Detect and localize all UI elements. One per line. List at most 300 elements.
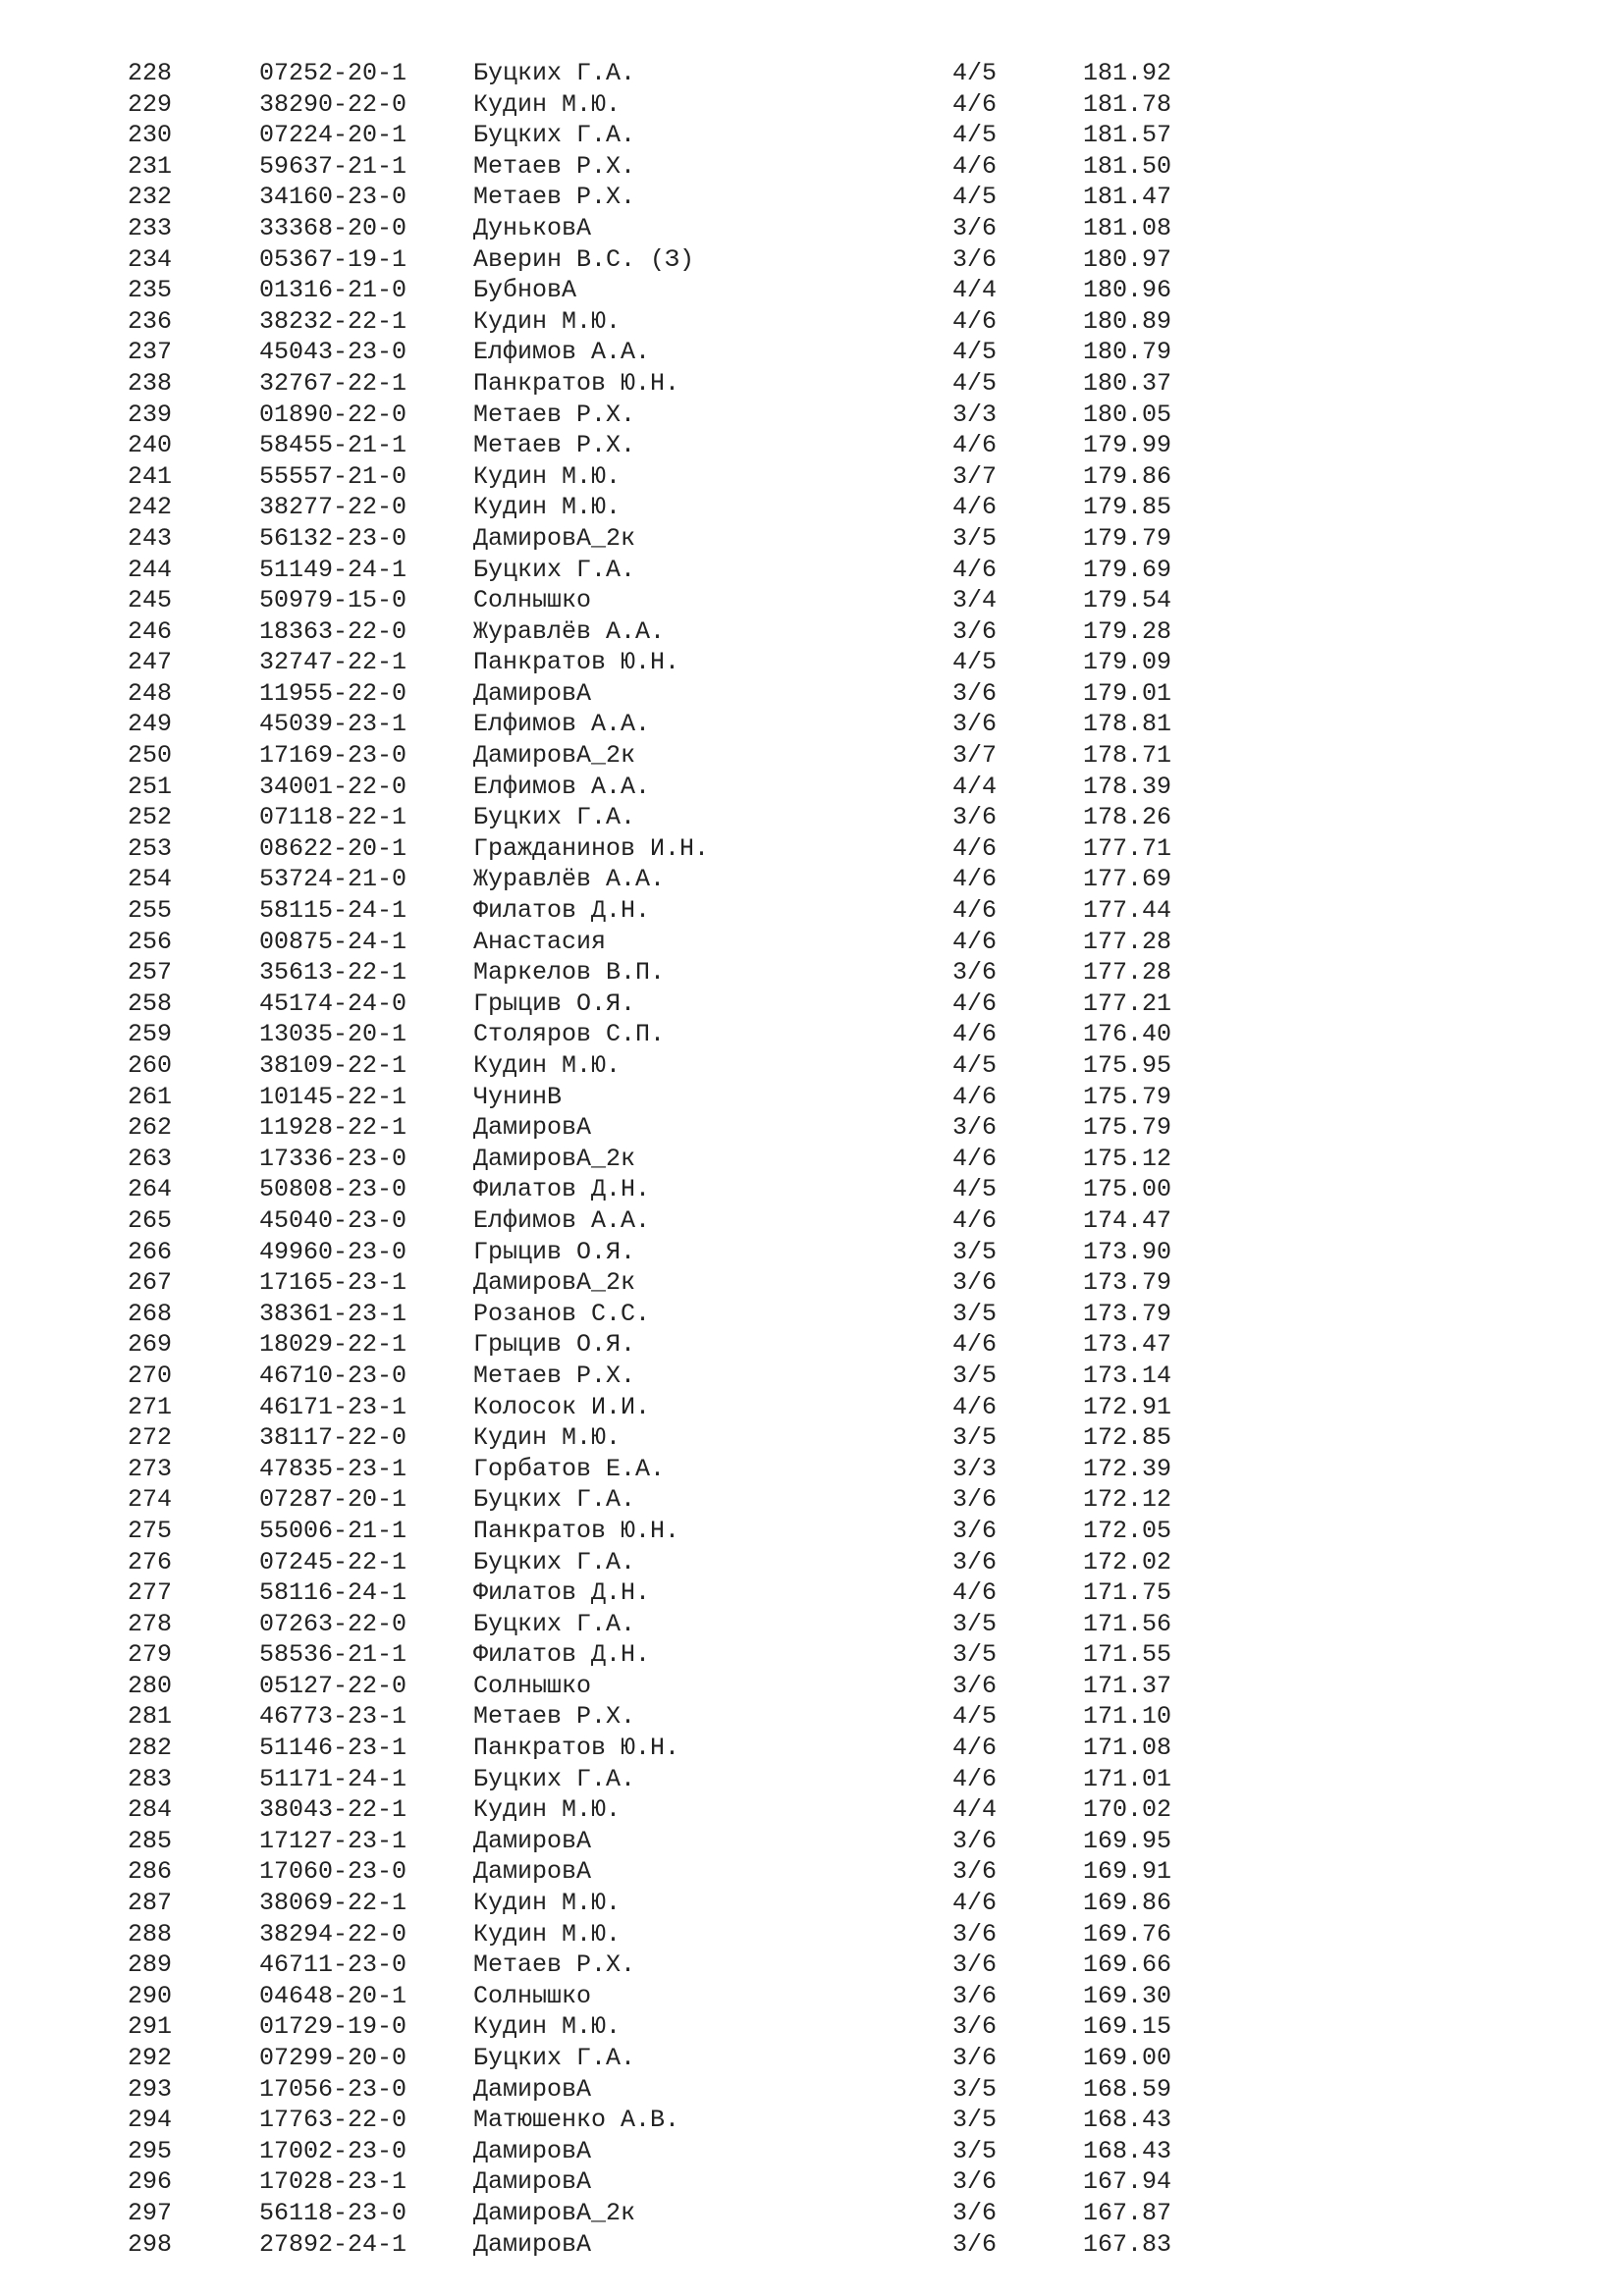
list-item xyxy=(0,1516,1624,1547)
name-cell: Филатов Д.Н. xyxy=(473,1640,651,1670)
ratio-cell: 3/6 xyxy=(952,616,998,646)
name-cell: Матюшенко А.В. xyxy=(473,2106,680,2135)
ratio-cell: 3/6 xyxy=(952,1671,998,1700)
rank-cell: 241 xyxy=(128,461,173,491)
rank-cell: 233 xyxy=(128,213,173,242)
ratio-cell: 4/6 xyxy=(952,1020,998,1049)
score-cell: 168.43 xyxy=(1083,2106,1172,2135)
code-cell: 58115-24-1 xyxy=(259,896,407,926)
rank-cell: 266 xyxy=(128,1237,173,1266)
list-item xyxy=(0,120,1624,151)
code-cell: 11955-22-0 xyxy=(259,678,407,708)
list-item xyxy=(0,1205,1624,1237)
rank-cell: 232 xyxy=(128,183,173,212)
code-cell: 35613-22-1 xyxy=(259,958,407,988)
name-cell: ДамировА xyxy=(473,678,592,708)
name-cell: Кудин М.Ю. xyxy=(473,1889,622,1918)
score-cell: 179.69 xyxy=(1083,555,1172,584)
ratio-cell: 4/6 xyxy=(952,151,998,181)
code-cell: 07252-20-1 xyxy=(259,59,407,87)
rank-cell: 272 xyxy=(128,1423,173,1453)
name-cell: Солнышко xyxy=(473,1671,592,1700)
rank-cell: 244 xyxy=(128,555,173,584)
list-item xyxy=(0,1392,1624,1423)
ratio-cell: 3/6 xyxy=(952,1919,998,1949)
score-cell: 181.92 xyxy=(1083,59,1172,87)
ratio-cell: 3/5 xyxy=(952,1609,998,1638)
list-item xyxy=(0,1267,1624,1299)
ratio-cell: 3/6 xyxy=(952,1826,998,1855)
name-cell: Буцких Г.А. xyxy=(473,1609,636,1638)
ratio-cell: 4/6 xyxy=(952,555,998,584)
rank-cell: 281 xyxy=(128,1702,173,1732)
code-cell: 17060-23-0 xyxy=(259,1857,407,1887)
code-cell: 00875-24-1 xyxy=(259,927,407,956)
score-cell: 175.79 xyxy=(1083,1082,1172,1111)
rank-cell: 277 xyxy=(128,1578,173,1608)
ratio-cell: 4/5 xyxy=(952,183,998,212)
code-cell: 53724-21-0 xyxy=(259,865,407,894)
ratio-cell: 3/6 xyxy=(952,1268,998,1298)
rank-cell: 247 xyxy=(128,648,173,677)
list-item xyxy=(0,461,1624,493)
rank-cell: 296 xyxy=(128,2167,173,2197)
score-cell: 177.28 xyxy=(1083,927,1172,956)
code-cell: 11928-22-1 xyxy=(259,1113,407,1143)
name-cell: ДамировА xyxy=(473,2074,592,2104)
rank-cell: 230 xyxy=(128,121,173,150)
list-item xyxy=(0,2198,1624,2229)
code-cell: 56118-23-0 xyxy=(259,2198,407,2227)
name-cell: Кудин М.Ю. xyxy=(473,493,622,522)
name-cell: Солнышко xyxy=(473,586,592,615)
ratio-cell: 3/7 xyxy=(952,461,998,491)
score-cell: 169.76 xyxy=(1083,1919,1172,1949)
code-cell: 51146-23-1 xyxy=(259,1734,407,1763)
list-item xyxy=(0,864,1624,895)
ratio-cell: 3/5 xyxy=(952,2106,998,2135)
ratio-cell: 3/5 xyxy=(952,1361,998,1390)
rank-cell: 292 xyxy=(128,2044,173,2072)
score-cell: 176.40 xyxy=(1083,1020,1172,1049)
score-cell: 181.47 xyxy=(1083,183,1172,212)
list-item xyxy=(0,1764,1624,1795)
ratio-cell: 3/4 xyxy=(952,586,998,615)
ratio-cell: 4/5 xyxy=(952,1175,998,1204)
name-cell: БубновА xyxy=(473,276,577,305)
ratio-cell: 3/3 xyxy=(952,400,998,429)
score-cell: 179.79 xyxy=(1083,523,1172,553)
code-cell: 49960-23-0 xyxy=(259,1237,407,1266)
name-cell: Буцких Г.А. xyxy=(473,1547,636,1576)
code-cell: 38294-22-0 xyxy=(259,1919,407,1949)
rank-cell: 288 xyxy=(128,1919,173,1949)
code-cell: 17169-23-0 xyxy=(259,741,407,771)
code-cell: 50808-23-0 xyxy=(259,1175,407,1204)
rank-cell: 257 xyxy=(128,958,173,988)
code-cell: 27892-24-1 xyxy=(259,2229,407,2259)
code-cell: 38232-22-1 xyxy=(259,306,407,336)
ratio-cell: 4/5 xyxy=(952,368,998,398)
score-cell: 171.37 xyxy=(1083,1671,1172,1700)
name-cell: ДамировА_2к xyxy=(473,1144,636,1173)
ratio-cell: 3/5 xyxy=(952,1423,998,1453)
code-cell: 46171-23-1 xyxy=(259,1392,407,1421)
score-cell: 177.71 xyxy=(1083,833,1172,863)
list-item xyxy=(0,833,1624,865)
list-item xyxy=(0,772,1624,803)
score-cell: 168.43 xyxy=(1083,2136,1172,2165)
code-cell: 47835-23-1 xyxy=(259,1454,407,1483)
score-cell: 179.28 xyxy=(1083,616,1172,646)
rank-cell: 294 xyxy=(128,2106,173,2135)
list-item xyxy=(0,306,1624,338)
rank-cell: 280 xyxy=(128,1671,173,1700)
list-item xyxy=(0,740,1624,772)
code-cell: 34001-22-0 xyxy=(259,772,407,801)
name-cell: Кудин М.Ю. xyxy=(473,1051,622,1080)
ratio-cell: 4/4 xyxy=(952,1795,998,1825)
rank-cell: 246 xyxy=(128,616,173,646)
score-cell: 180.97 xyxy=(1083,244,1172,274)
list-item xyxy=(0,1856,1624,1888)
rank-cell: 297 xyxy=(128,2198,173,2227)
score-cell: 171.10 xyxy=(1083,1702,1172,1732)
rank-cell: 269 xyxy=(128,1330,173,1360)
score-cell: 171.56 xyxy=(1083,1609,1172,1638)
rank-cell: 271 xyxy=(128,1392,173,1421)
score-cell: 175.95 xyxy=(1083,1051,1172,1080)
list-item xyxy=(0,2043,1624,2074)
name-cell: Буцких Г.А. xyxy=(473,555,636,584)
ratio-cell: 4/6 xyxy=(952,1764,998,1793)
score-cell: 172.85 xyxy=(1083,1423,1172,1453)
name-cell: Елфимов А.А. xyxy=(473,1205,651,1235)
code-cell: 46711-23-0 xyxy=(259,1950,407,1980)
rank-cell: 245 xyxy=(128,586,173,615)
rank-cell: 290 xyxy=(128,1981,173,2010)
rank-cell: 251 xyxy=(128,772,173,801)
rank-cell: 239 xyxy=(128,400,173,429)
ratio-cell: 3/5 xyxy=(952,1237,998,1266)
score-cell: 179.86 xyxy=(1083,461,1172,491)
list-item xyxy=(0,2229,1624,2261)
rank-cell: 261 xyxy=(128,1082,173,1111)
score-cell: 175.12 xyxy=(1083,1144,1172,1173)
ratio-cell: 3/6 xyxy=(952,213,998,242)
rank-cell: 289 xyxy=(128,1950,173,1980)
rank-cell: 249 xyxy=(128,710,173,739)
name-cell: Метаев Р.Х. xyxy=(473,400,636,429)
code-cell: 18029-22-1 xyxy=(259,1330,407,1360)
code-cell: 32767-22-1 xyxy=(259,368,407,398)
code-cell: 45040-23-0 xyxy=(259,1205,407,1235)
rank-cell: 284 xyxy=(128,1795,173,1825)
ratio-cell: 4/6 xyxy=(952,431,998,460)
name-cell: Филатов Д.Н. xyxy=(473,1578,651,1608)
rank-cell: 291 xyxy=(128,2012,173,2042)
name-cell: Кудин М.Ю. xyxy=(473,1919,622,1949)
list-item xyxy=(0,1361,1624,1392)
list-item xyxy=(0,957,1624,988)
name-cell: Анастасия xyxy=(473,927,607,956)
list-item xyxy=(0,2105,1624,2136)
name-cell: Журавлёв А.А. xyxy=(473,865,666,894)
score-cell: 172.12 xyxy=(1083,1485,1172,1515)
ratio-cell: 4/6 xyxy=(952,1082,998,1111)
rank-cell: 229 xyxy=(128,89,173,119)
score-cell: 167.83 xyxy=(1083,2229,1172,2259)
score-cell: 173.90 xyxy=(1083,1237,1172,1266)
score-cell: 181.50 xyxy=(1083,151,1172,181)
name-cell: ДамировА_2к xyxy=(473,523,636,553)
score-cell: 177.69 xyxy=(1083,865,1172,894)
name-cell: Столяров С.П. xyxy=(473,1020,666,1049)
name-cell: Буцких Г.А. xyxy=(473,1485,636,1515)
score-cell: 175.00 xyxy=(1083,1175,1172,1204)
rank-cell: 256 xyxy=(128,927,173,956)
rank-cell: 264 xyxy=(128,1175,173,1204)
name-cell: ДуньковА xyxy=(473,213,592,242)
list-item xyxy=(0,616,1624,648)
rank-cell: 242 xyxy=(128,493,173,522)
ratio-cell: 3/6 xyxy=(952,1516,998,1545)
rank-cell: 273 xyxy=(128,1454,173,1483)
code-cell: 56132-23-0 xyxy=(259,523,407,553)
list-item xyxy=(0,2166,1624,2198)
code-cell: 46710-23-0 xyxy=(259,1361,407,1390)
ratio-cell: 4/6 xyxy=(952,306,998,336)
list-item xyxy=(0,400,1624,431)
score-cell: 173.79 xyxy=(1083,1299,1172,1328)
name-cell: Буцких Г.А. xyxy=(473,2044,636,2072)
score-cell: 181.78 xyxy=(1083,89,1172,119)
list-item xyxy=(0,1422,1624,1454)
code-cell: 17763-22-0 xyxy=(259,2106,407,2135)
name-cell: Буцких Г.А. xyxy=(473,1764,636,1793)
ratio-cell: 4/6 xyxy=(952,89,998,119)
score-cell: 178.39 xyxy=(1083,772,1172,801)
score-cell: 169.15 xyxy=(1083,2012,1172,2042)
ratio-cell: 4/6 xyxy=(952,927,998,956)
name-cell: Метаев Р.Х. xyxy=(473,1361,636,1390)
name-cell: Елфимов А.А. xyxy=(473,710,651,739)
score-cell: 169.30 xyxy=(1083,1981,1172,2010)
name-cell: ЧунинВ xyxy=(473,1082,563,1111)
code-cell: 38117-22-0 xyxy=(259,1423,407,1453)
list-item xyxy=(0,585,1624,616)
list-item xyxy=(0,1237,1624,1268)
code-cell: 55557-21-0 xyxy=(259,461,407,491)
score-cell: 179.54 xyxy=(1083,586,1172,615)
ratio-cell: 3/5 xyxy=(952,2136,998,2165)
list-item xyxy=(0,678,1624,710)
rank-cell: 274 xyxy=(128,1485,173,1515)
code-cell: 01316-21-0 xyxy=(259,276,407,305)
score-cell: 171.55 xyxy=(1083,1640,1172,1670)
list-item xyxy=(0,1609,1624,1640)
score-cell: 174.47 xyxy=(1083,1205,1172,1235)
score-cell: 175.79 xyxy=(1083,1113,1172,1143)
ratio-cell: 3/6 xyxy=(952,1547,998,1576)
code-cell: 38277-22-0 xyxy=(259,493,407,522)
name-cell: Панкратов Ю.Н. xyxy=(473,648,680,677)
results-list xyxy=(0,58,1624,2260)
rank-cell: 235 xyxy=(128,276,173,305)
score-cell: 172.02 xyxy=(1083,1547,1172,1576)
list-item xyxy=(0,1919,1624,1950)
name-cell: Метаев Р.Х. xyxy=(473,151,636,181)
code-cell: 50979-15-0 xyxy=(259,586,407,615)
ratio-cell: 4/4 xyxy=(952,276,998,305)
name-cell: Метаев Р.Х. xyxy=(473,183,636,212)
score-cell: 179.99 xyxy=(1083,431,1172,460)
name-cell: Филатов Д.Н. xyxy=(473,1175,651,1204)
ratio-cell: 4/4 xyxy=(952,772,998,801)
score-cell: 169.91 xyxy=(1083,1857,1172,1887)
rank-cell: 276 xyxy=(128,1547,173,1576)
code-cell: 55006-21-1 xyxy=(259,1516,407,1545)
rank-cell: 295 xyxy=(128,2136,173,2165)
ratio-cell: 3/6 xyxy=(952,2229,998,2259)
code-cell: 38290-22-0 xyxy=(259,89,407,119)
score-cell: 177.21 xyxy=(1083,988,1172,1018)
code-cell: 45043-23-0 xyxy=(259,338,407,367)
ratio-cell: 4/5 xyxy=(952,121,998,150)
rank-cell: 254 xyxy=(128,865,173,894)
score-cell: 167.87 xyxy=(1083,2198,1172,2227)
name-cell: Метаев Р.Х. xyxy=(473,1950,636,1980)
rank-cell: 263 xyxy=(128,1144,173,1173)
score-cell: 178.81 xyxy=(1083,710,1172,739)
rank-cell: 298 xyxy=(128,2229,173,2259)
name-cell: Филатов Д.Н. xyxy=(473,896,651,926)
code-cell: 07224-20-1 xyxy=(259,121,407,150)
score-cell: 177.28 xyxy=(1083,958,1172,988)
score-cell: 173.47 xyxy=(1083,1330,1172,1360)
code-cell: 51149-24-1 xyxy=(259,555,407,584)
name-cell: ДамировА_2к xyxy=(473,1268,636,1298)
ratio-cell: 3/6 xyxy=(952,1950,998,1980)
list-item xyxy=(0,89,1624,121)
ratio-cell: 4/5 xyxy=(952,1702,998,1732)
ratio-cell: 4/6 xyxy=(952,1578,998,1608)
ratio-cell: 3/5 xyxy=(952,1299,998,1328)
score-cell: 172.91 xyxy=(1083,1392,1172,1421)
name-cell: Буцких Г.А. xyxy=(473,59,636,87)
rank-cell: 260 xyxy=(128,1051,173,1080)
rank-cell: 248 xyxy=(128,678,173,708)
ratio-cell: 3/6 xyxy=(952,2198,998,2227)
score-cell: 172.39 xyxy=(1083,1454,1172,1483)
list-item xyxy=(0,1112,1624,1144)
ratio-cell: 3/6 xyxy=(952,2012,998,2042)
name-cell: Панкратов Ю.Н. xyxy=(473,1516,680,1545)
rank-cell: 283 xyxy=(128,1764,173,1793)
name-cell: ДамировА xyxy=(473,2229,592,2259)
rank-cell: 286 xyxy=(128,1857,173,1887)
code-cell: 17127-23-1 xyxy=(259,1826,407,1855)
list-item xyxy=(0,1082,1624,1113)
ratio-cell: 3/3 xyxy=(952,1454,998,1483)
name-cell: Метаев Р.Х. xyxy=(473,431,636,460)
list-item xyxy=(0,1454,1624,1485)
code-cell: 17056-23-0 xyxy=(259,2074,407,2104)
code-cell: 13035-20-1 xyxy=(259,1020,407,1049)
rank-cell: 293 xyxy=(128,2074,173,2104)
code-cell: 01890-22-0 xyxy=(259,400,407,429)
code-cell: 17002-23-0 xyxy=(259,2136,407,2165)
score-cell: 173.14 xyxy=(1083,1361,1172,1390)
list-item xyxy=(0,523,1624,555)
ratio-cell: 4/6 xyxy=(952,1144,998,1173)
score-cell: 171.01 xyxy=(1083,1764,1172,1793)
rank-cell: 252 xyxy=(128,803,173,832)
code-cell: 01729-19-0 xyxy=(259,2012,407,2042)
ratio-cell: 4/6 xyxy=(952,1330,998,1360)
list-item xyxy=(0,895,1624,927)
score-cell: 168.59 xyxy=(1083,2074,1172,2104)
rank-cell: 231 xyxy=(128,151,173,181)
ratio-cell: 3/6 xyxy=(952,2044,998,2072)
code-cell: 07299-20-0 xyxy=(259,2044,407,2072)
rank-cell: 240 xyxy=(128,431,173,460)
ratio-cell: 3/6 xyxy=(952,244,998,274)
list-item xyxy=(0,1299,1624,1330)
rank-cell: 268 xyxy=(128,1299,173,1328)
list-item xyxy=(0,244,1624,276)
name-cell: Маркелов В.П. xyxy=(473,958,666,988)
name-cell: ДамировА_2к xyxy=(473,741,636,771)
ratio-cell: 3/6 xyxy=(952,803,998,832)
name-cell: Кудин М.Ю. xyxy=(473,461,622,491)
name-cell: Аверин В.С. (З) xyxy=(473,244,695,274)
list-item xyxy=(0,58,1624,89)
list-item xyxy=(0,1050,1624,1082)
list-item xyxy=(0,988,1624,1020)
name-cell: Горбатов Е.А. xyxy=(473,1454,666,1483)
score-cell: 170.02 xyxy=(1083,1795,1172,1825)
ratio-cell: 4/6 xyxy=(952,1392,998,1421)
ratio-cell: 3/6 xyxy=(952,678,998,708)
list-item xyxy=(0,802,1624,833)
code-cell: 08622-20-1 xyxy=(259,833,407,863)
list-item xyxy=(0,2074,1624,2106)
code-cell: 58116-24-1 xyxy=(259,1578,407,1608)
list-item xyxy=(0,1484,1624,1516)
rank-cell: 228 xyxy=(128,59,173,87)
rank-cell: 262 xyxy=(128,1113,173,1143)
ratio-cell: 4/6 xyxy=(952,833,998,863)
list-item xyxy=(0,1174,1624,1205)
name-cell: Буцких Г.А. xyxy=(473,121,636,150)
score-cell: 179.01 xyxy=(1083,678,1172,708)
score-cell: 171.75 xyxy=(1083,1578,1172,1608)
score-cell: 178.26 xyxy=(1083,803,1172,832)
list-item xyxy=(0,430,1624,461)
rank-cell: 267 xyxy=(128,1268,173,1298)
list-item xyxy=(0,275,1624,306)
ratio-cell: 4/6 xyxy=(952,1734,998,1763)
score-cell: 179.09 xyxy=(1083,648,1172,677)
list-item xyxy=(0,182,1624,213)
code-cell: 45039-23-1 xyxy=(259,710,407,739)
rank-cell: 265 xyxy=(128,1205,173,1235)
rank-cell: 234 xyxy=(128,244,173,274)
name-cell: ДамировА xyxy=(473,1826,592,1855)
name-cell: ДамировА xyxy=(473,2136,592,2165)
rank-cell: 238 xyxy=(128,368,173,398)
